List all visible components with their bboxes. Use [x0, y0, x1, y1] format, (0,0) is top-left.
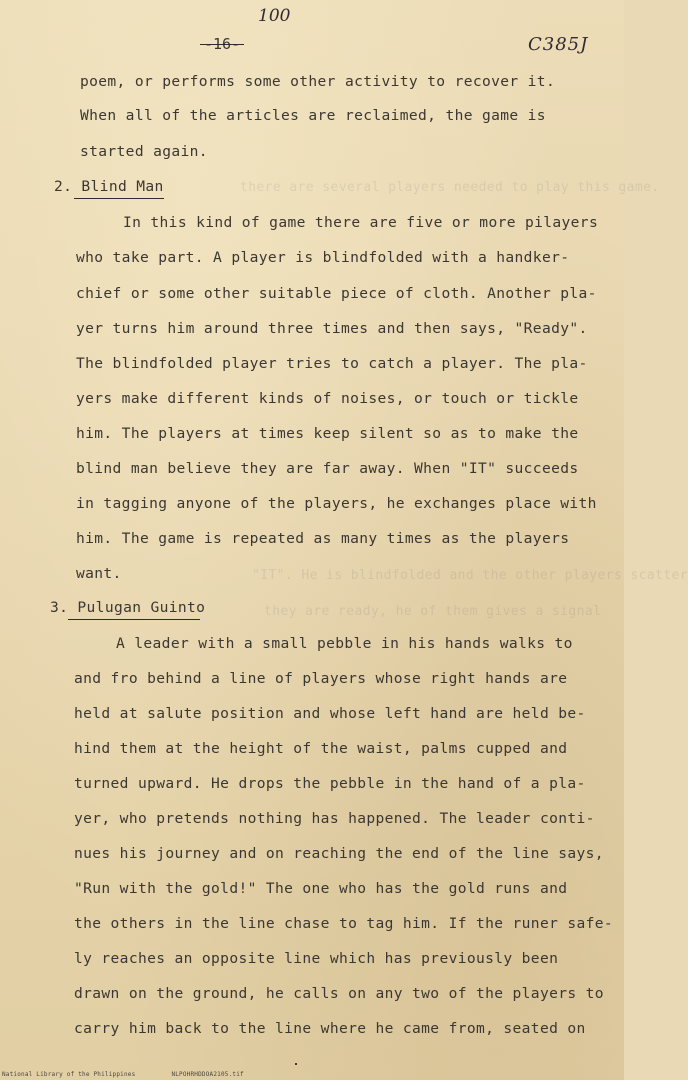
heading-underline: [74, 198, 164, 199]
text-line: in tagging anyone of the players, he exchanges place with: [76, 495, 597, 512]
text-line: poem, or performs some other activity to recover it.: [80, 73, 556, 90]
text-line: want.: [76, 565, 122, 582]
bleed-through-text: "IT". He is blindfolded and the other players scatter: [252, 568, 688, 583]
text-line: blind man believe they are far away. When "IT" succeeds: [76, 460, 579, 477]
section-heading-pulugan-guinto: 3. Pulugan Guinto: [50, 599, 206, 616]
text-line: him. The players at times keep silent so as to make the: [76, 425, 579, 442]
text-line: The blindfolded player tries to catch a player. The pla-: [76, 355, 588, 372]
text-line: yer, who pretends nothing has happened. The leader conti-: [74, 810, 595, 827]
text-line: drawn on the ground, he calls on any two of the players to: [74, 985, 604, 1002]
text-line: yer turns him around three times and then says, "Ready".: [76, 320, 588, 337]
text-line: turned upward. He drops the pebble in the hand of a pla-: [74, 775, 586, 792]
catalog-mark: C385J: [528, 34, 589, 55]
text-line: who take part. A player is blindfolded with a handker-: [76, 249, 570, 266]
text-line: yers make different kinds of noises, or touch or tickle: [76, 390, 579, 407]
text-line: him. The game is repeated as many times as the players: [76, 530, 570, 547]
library-name: National Library of the Philippines: [2, 1071, 136, 1078]
bleed-through-text: there are several players needed to play this game.: [240, 180, 660, 195]
text-line: and fro behind a line of players whose right hands are: [74, 670, 568, 687]
text-line: chief or some other suitable piece of cloth. Another pla-: [76, 285, 597, 302]
heading-underline: [68, 619, 200, 620]
text-line: In this kind of game there are five or more pilayers: [123, 214, 599, 231]
text-line: When all of the articles are reclaimed, the game is: [80, 107, 546, 124]
text-line: hind them at the height of the waist, palms cupped and: [74, 740, 568, 757]
text-line: carry him back to the line where he came from, seated on: [74, 1020, 586, 1037]
text-line: started again.: [80, 143, 208, 160]
archive-footer: [2, 1071, 244, 1078]
text-line: "Run with the gold!" The one who has the gold runs and: [74, 880, 568, 897]
text-line: nues his journey and on reaching the end of the line says,: [74, 845, 604, 862]
section-heading-blind-man: 2. Blind Man: [54, 178, 164, 195]
bleed-through-text: they are ready, he of them gives a signal: [264, 604, 602, 619]
page-number: -16-: [204, 35, 241, 53]
text-line: the others in the line chase to tag him. If the runer safe-: [74, 915, 614, 932]
text-line: A leader with a small pebble in his hands walks to: [116, 635, 573, 652]
text-line: held at salute position and whose left hand are held be-: [74, 705, 586, 722]
handwritten-number: 100: [258, 6, 291, 26]
ink-mark: [295, 1063, 297, 1065]
file-id: NLPOHRHDDOA2105.tif: [171, 1071, 244, 1078]
text-line: ly reaches an opposite line which has previously been: [74, 950, 559, 967]
